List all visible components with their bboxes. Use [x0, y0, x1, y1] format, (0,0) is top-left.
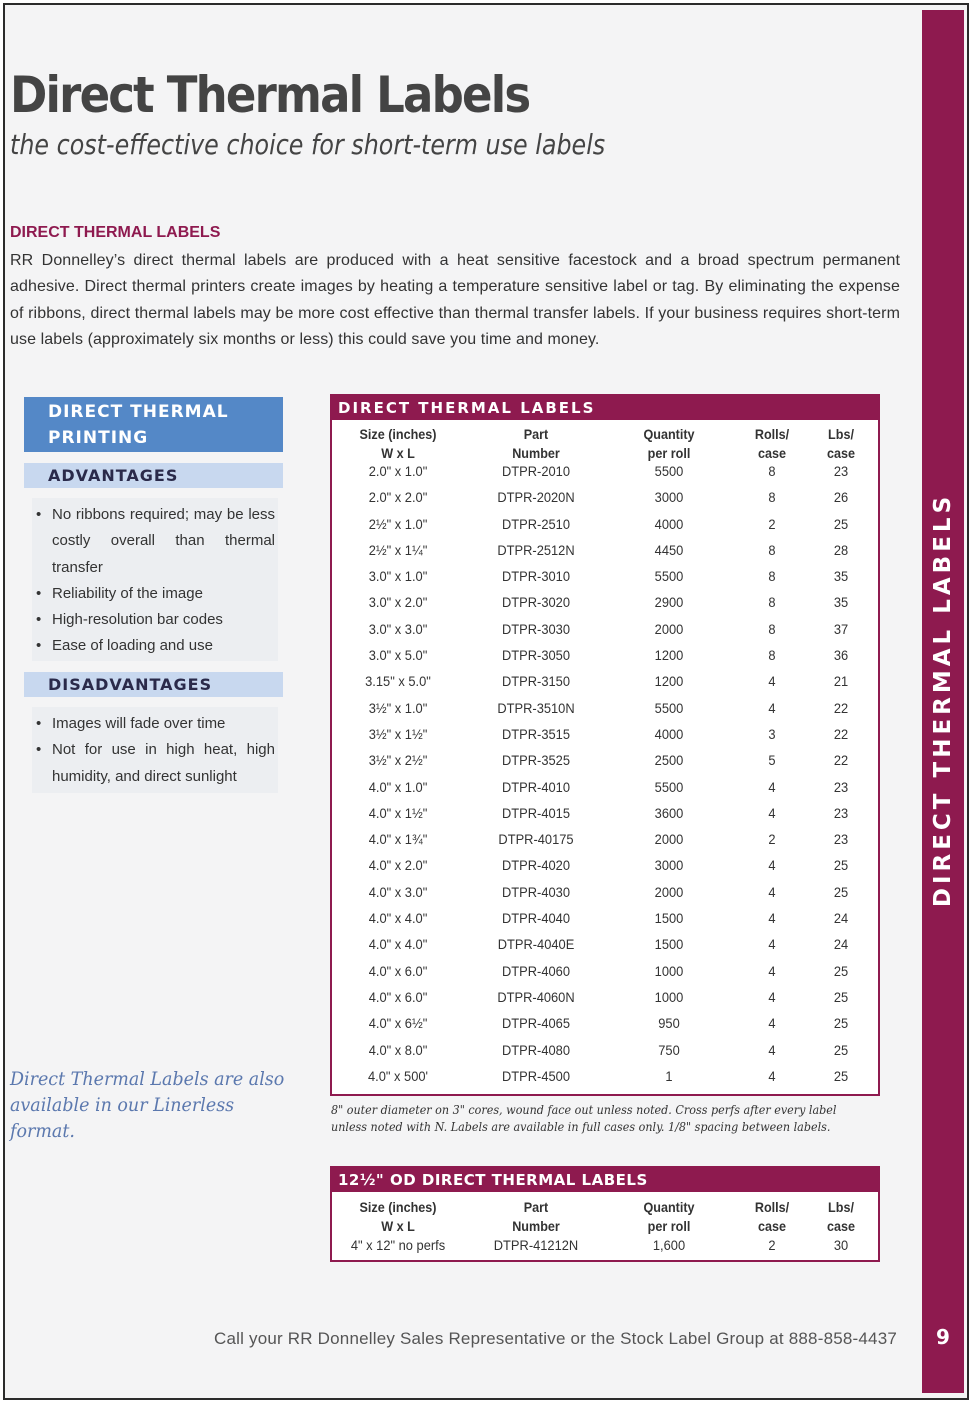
cell-rolls: 8 [768, 594, 776, 611]
cell-part-number: DTPR-4500 [501, 1067, 570, 1084]
sidebar-label: DIRECT THERMAL LABELS [930, 492, 956, 908]
cell-quantity: 1 [665, 1067, 673, 1084]
cell-size: 3.0" x 3.0" [368, 620, 428, 637]
cell-part-number: DTPR-4060N [497, 988, 575, 1005]
cell-size: 3½" x 1½" [368, 725, 428, 742]
cell-part-number: DTPR-2020N [497, 489, 575, 506]
cell-quantity: 5500 [654, 699, 684, 716]
cell-size: 4.0" x 4.0" [368, 910, 428, 927]
cell-rolls: 2 [768, 831, 776, 848]
cell-rolls: 8 [768, 489, 776, 506]
cell-size: 2.0" x 2.0" [368, 489, 428, 506]
col-header-lbs: Lbs/ case [826, 1199, 856, 1234]
cell-rolls: 4 [768, 673, 776, 690]
printing-box-title [24, 397, 283, 452]
cell-part-number: DTPR-41212N [493, 1237, 579, 1253]
cell-size: 2½" x 1.0" [368, 515, 428, 532]
intro-heading: DIRECT THERMAL LABELS [10, 224, 221, 241]
table-row [332, 1010, 878, 1036]
cell-quantity: 1,600 [652, 1237, 686, 1253]
cell-rolls: 4 [768, 988, 776, 1005]
cell-lbs: 22 [833, 725, 849, 742]
cell-size: 2.0" x 1.0" [368, 463, 428, 479]
cell-rolls: 5 [768, 752, 776, 769]
cell-size: 3½" x 2½" [368, 752, 428, 769]
labels-table-header [332, 420, 878, 461]
cell-size: 3½" x 1.0" [368, 699, 428, 716]
cell-size: 4.0" x 4.0" [368, 936, 428, 953]
cell-lbs: 23 [833, 463, 849, 479]
disadvantages-heading: DISADVANTAGES [24, 672, 283, 697]
cell-part-number: DTPR-4080 [501, 1041, 570, 1058]
cell-quantity: 3600 [654, 804, 684, 821]
cell-part-number: DTPR-3020 [501, 594, 570, 611]
cell-part-number: DTPR-40175 [498, 831, 574, 848]
cell-quantity: 750 [658, 1041, 680, 1058]
cell-quantity: 4000 [654, 725, 684, 742]
cell-quantity: 1000 [654, 988, 684, 1005]
cell-rolls: 4 [768, 1041, 776, 1058]
cell-quantity: 1000 [654, 962, 684, 979]
cell-quantity: 1500 [654, 936, 684, 953]
cell-quantity: 4450 [654, 541, 684, 558]
cell-part-number: DTPR-4060 [501, 962, 570, 979]
col-header-size: Size (inches) W x L [359, 1199, 437, 1234]
cell-part-number: DTPR-4020 [501, 857, 570, 874]
cell-rolls: 4 [768, 936, 776, 953]
table-row [332, 537, 878, 563]
cell-lbs: 37 [833, 620, 849, 637]
cell-size: 4.0" x 3.0" [368, 883, 428, 900]
od-labels-table-body [332, 1236, 878, 1260]
page-title: Direct Thermal Labels [10, 66, 530, 124]
cell-lbs: 25 [833, 1041, 849, 1058]
footer-contact: Call your RR Donnelley Sales Representative or the Stock Label Group at 888-858-4437 [214, 1329, 898, 1348]
list-item: • Images will fade over time [34, 711, 275, 737]
list-item: • High-resolution bar codes [34, 607, 275, 633]
printing-title-line1: DIRECT THERMAL [48, 402, 229, 422]
table-row [332, 747, 878, 773]
page-subtitle: the cost-effective choice for short-term use labels [10, 128, 606, 161]
cell-quantity: 2000 [654, 883, 684, 900]
cell-part-number: DTPR-4010 [501, 778, 570, 795]
cell-lbs: 25 [833, 988, 849, 1005]
cell-size: 2½" x 1¼" [368, 541, 428, 558]
cell-size: 4.0" x 1¾" [368, 831, 428, 848]
labels-table-title: DIRECT THERMAL LABELS [332, 396, 878, 420]
cell-rolls: 2 [768, 1237, 776, 1253]
table-row [332, 800, 878, 826]
cell-quantity: 4000 [654, 515, 684, 532]
cell-part-number: DTPR-3150 [501, 673, 570, 690]
cell-lbs: 23 [833, 778, 849, 795]
cell-rolls: 4 [768, 778, 776, 795]
table-row [332, 879, 878, 905]
table-row [332, 931, 878, 957]
cell-lbs: 26 [833, 489, 849, 506]
table-row [332, 852, 878, 878]
cell-part-number: DTPR-2010 [501, 463, 570, 479]
cell-quantity: 1500 [654, 910, 684, 927]
table-row [332, 774, 878, 800]
col-header-quantity: Quantity per roll [643, 426, 695, 461]
page-number: 9 [936, 1325, 950, 1349]
cell-quantity: 2900 [654, 594, 684, 611]
cell-lbs: 25 [833, 1015, 849, 1032]
cell-size: 3.15" x 5.0" [365, 673, 431, 690]
table-row [332, 668, 878, 694]
labels-table-body [332, 458, 878, 1089]
cell-part-number: DTPR-4015 [501, 804, 570, 821]
table-row [332, 721, 878, 747]
list-item: • Ease of loading and use [34, 633, 275, 659]
cell-rolls: 4 [768, 1067, 776, 1084]
cell-lbs: 35 [833, 594, 849, 611]
cell-lbs: 25 [833, 857, 849, 874]
cell-rolls: 4 [768, 962, 776, 979]
cell-quantity: 3000 [654, 489, 684, 506]
table-row [332, 511, 878, 537]
cell-quantity: 950 [658, 1015, 680, 1032]
cell-size: 4.0" x 1½" [368, 804, 428, 821]
cell-rolls: 8 [768, 647, 776, 664]
cell-lbs: 21 [833, 673, 849, 690]
table-row [332, 1236, 878, 1260]
cell-lbs: 36 [833, 647, 849, 664]
cell-rolls: 4 [768, 857, 776, 874]
cell-quantity: 2000 [654, 831, 684, 848]
od-labels-table-header [332, 1192, 878, 1236]
cell-rolls: 8 [768, 568, 776, 585]
cell-lbs: 25 [833, 962, 849, 979]
table-row [332, 984, 878, 1010]
cell-part-number: DTPR-3010 [501, 568, 570, 585]
sidebar-label-wrap [922, 492, 964, 908]
cell-size: 4.0" x 2.0" [368, 857, 428, 874]
col-header-rolls: Rolls/ case [754, 1199, 790, 1234]
col-header-size: Size (inches) W x L [359, 426, 437, 461]
cell-rolls: 4 [768, 910, 776, 927]
cell-rolls: 8 [768, 541, 776, 558]
cell-lbs: 35 [833, 568, 849, 585]
cell-rolls: 4 [768, 1015, 776, 1032]
cell-rolls: 2 [768, 515, 776, 532]
table-row [332, 616, 878, 642]
cell-lbs: 23 [833, 804, 849, 821]
cell-part-number: DTPR-4065 [501, 1015, 570, 1032]
cell-rolls: 8 [768, 620, 776, 637]
cell-lbs: 24 [833, 910, 849, 927]
cell-lbs: 25 [833, 1067, 849, 1084]
cell-lbs: 24 [833, 936, 849, 953]
table-row [332, 826, 878, 852]
cell-rolls: 8 [768, 463, 776, 479]
table-row [332, 589, 878, 615]
cell-rolls: 3 [768, 725, 776, 742]
advantages-list [34, 502, 275, 660]
col-header-rolls: Rolls/ case [754, 426, 790, 461]
od-labels-table-title: 12½" OD DIRECT THERMAL LABELS [332, 1168, 878, 1192]
table-row [332, 563, 878, 589]
table-row [332, 1037, 878, 1063]
cell-size: 4" x 12" no perfs [350, 1237, 446, 1253]
cell-quantity: 2500 [654, 752, 684, 769]
cell-lbs: 25 [833, 515, 849, 532]
col-header-lbs: Lbs/ case [826, 426, 856, 461]
cell-part-number: DTPR-3515 [501, 725, 570, 742]
cell-lbs: 23 [833, 831, 849, 848]
cell-quantity: 1200 [654, 673, 684, 690]
cell-part-number: DTPR-4030 [501, 883, 570, 900]
table-row [332, 1063, 878, 1089]
cell-quantity: 5500 [654, 463, 684, 479]
cell-rolls: 4 [768, 804, 776, 821]
cell-quantity: 1200 [654, 647, 684, 664]
col-header-part: Part Number [512, 426, 560, 461]
table-row [332, 458, 878, 484]
cell-size: 4.0" x 6.0" [368, 962, 428, 979]
table-row [332, 642, 878, 668]
cell-part-number: DTPR-2512N [497, 541, 575, 558]
cell-size: 3.0" x 5.0" [368, 647, 428, 664]
list-item: • Reliability of the image [34, 581, 275, 607]
cell-lbs: 22 [833, 752, 849, 769]
cell-part-number: DTPR-4040 [501, 910, 570, 927]
cell-size: 3.0" x 2.0" [368, 594, 428, 611]
cell-quantity: 5500 [654, 778, 684, 795]
linerless-note: Direct Thermal Labels are also available in our Linerless format. [10, 1068, 285, 1142]
cell-part-number: DTPR-2510 [501, 515, 570, 532]
cell-size: 4.0" x 8.0" [368, 1041, 428, 1058]
cell-rolls: 4 [768, 883, 776, 900]
cell-size: 3.0" x 1.0" [368, 568, 428, 585]
cell-part-number: DTPR-3525 [501, 752, 570, 769]
col-header-quantity: Quantity per roll [643, 1199, 695, 1234]
table-row [332, 484, 878, 510]
table-row [332, 905, 878, 931]
cell-lbs: 25 [833, 883, 849, 900]
intro-paragraph: RR Donnelley’s direct thermal labels are produced with a heat sensitive facestock and a broad spectrum permanent adhesive. Direct thermal printers create images by heating a temperature sensitive label or tag. By eliminating the expense of ribbons, direct thermal labels may be more cost effective than thermal transfer labels. If your business requires short-term use labels (approximately six months or less) this could save you time and money. [10, 252, 900, 348]
cell-part-number: DTPR-3050 [501, 647, 570, 664]
list-item: • No ribbons required; may be less costly overall than thermal transfer [34, 502, 275, 581]
cell-quantity: 5500 [654, 568, 684, 585]
cell-lbs: 30 [833, 1237, 849, 1253]
cell-part-number: DTPR-3030 [501, 620, 570, 637]
cell-size: 4.0" x 1.0" [368, 778, 428, 795]
col-header-part: Part Number [512, 1199, 560, 1234]
cell-quantity: 3000 [654, 857, 684, 874]
cell-rolls: 4 [768, 699, 776, 716]
cell-size: 4.0" x 6½" [368, 1015, 428, 1032]
table-row [332, 695, 878, 721]
cell-part-number: DTPR-3510N [497, 699, 575, 716]
cell-lbs: 28 [833, 541, 849, 558]
printing-title-line2: PRINTING [48, 428, 149, 448]
od-labels-table [330, 1166, 880, 1262]
cell-lbs: 22 [833, 699, 849, 716]
cell-size: 4.0" x 500' [367, 1067, 429, 1084]
cell-size: 4.0" x 6.0" [368, 988, 428, 1005]
cell-quantity: 2000 [654, 620, 684, 637]
advantages-heading: ADVANTAGES [24, 463, 283, 488]
list-item: • Not for use in high heat, high humidity, and direct sunlight [34, 737, 275, 790]
labels-table [330, 394, 880, 1096]
table-footnote: 8" outer diameter on 3" cores, wound face out unless noted. Cross perfs after every label unless noted with N. Labels are available in full cases only. 1/8" spacing between labels. [331, 1103, 837, 1134]
cell-part-number: DTPR-4040E [497, 936, 575, 953]
disadvantages-list [34, 711, 275, 790]
table-row [332, 958, 878, 984]
